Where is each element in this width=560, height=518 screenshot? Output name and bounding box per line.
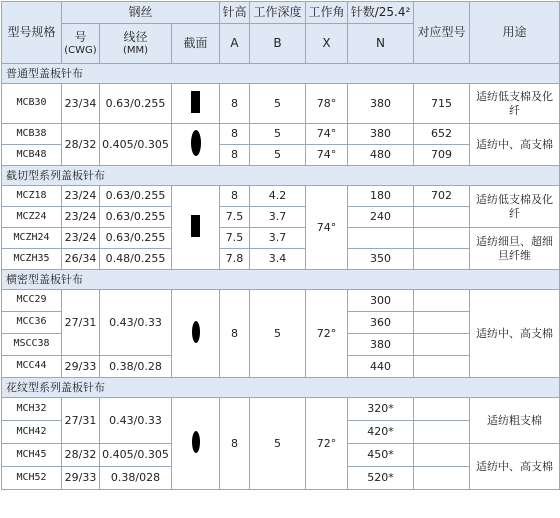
diameter-cell: 0.38/028 [100,467,172,490]
oval-section-icon [191,130,201,156]
model-cell: MCZH24 [2,228,62,249]
section-cell [172,186,220,270]
needle-height-cell: 8 [220,124,250,145]
diameter-cell: 0.48/0.255 [100,249,172,270]
needle-count-cell: 480 [348,145,414,166]
header-usage: 用途 [470,2,560,64]
work-depth-cell: 5 [250,290,306,378]
oval-section-icon [192,431,200,453]
work-depth-cell: 5 [250,124,306,145]
table-row [2,84,560,124]
model-cell: MCH52 [2,467,62,490]
model-cell: MCH32 [2,398,62,421]
model-cell: MCC44 [2,356,62,378]
equivalent-cell [414,444,470,467]
needle-count-cell: 240 [348,207,414,228]
needle-height-cell: 7.8 [220,249,250,270]
needle-count-cell: 360 [348,312,414,334]
section-cell [172,290,220,378]
diameter-cell: 0.63/0.255 [100,186,172,207]
header-work-angle: 工作角 [306,2,348,24]
usage-cell: 适纺细旦、超细旦纤维 [470,228,560,270]
header-steel-wire: 钢丝 [62,2,220,24]
section-header-row [2,270,560,290]
usage-cell: 适纺中、高支棉 [470,444,560,490]
gauge-cell: 28/32 [62,444,100,467]
equivalent-cell [414,356,470,378]
work-angle-cell: 74° [306,145,348,166]
header-row-1 [2,2,560,24]
needle-count-cell: 380 [348,124,414,145]
header-needle-height: 针高 [220,2,250,24]
diameter-cell: 0.38/0.28 [100,356,172,378]
work-angle-cell: 72° [306,398,348,490]
work-depth-cell: 3.7 [250,207,306,228]
model-cell: MCB48 [2,145,62,166]
header-diameter: 线径 [123,29,148,44]
work-angle-cell: 72° [306,290,348,378]
section-header-row [2,64,560,84]
section-title: 花纹型系列盖板针布 [2,378,560,398]
equivalent-cell [414,467,470,490]
needle-height-cell: 8 [220,84,250,124]
gauge-cell: 26/34 [62,249,100,270]
diameter-cell: 0.43/0.33 [100,398,172,444]
needle-count-cell: 300 [348,290,414,312]
header-section: 截面 [172,24,220,64]
header-work-depth-sym: B [250,24,306,64]
work-angle-cell: 74° [306,124,348,145]
work-depth-cell: 3.7 [250,228,306,249]
gauge-cell: 29/33 [62,356,100,378]
work-angle-cell: 74° [306,186,348,270]
usage-cell: 适纺中、高支棉 [470,124,560,166]
gauge-cell: 23/24 [62,207,100,228]
model-cell: MCC29 [2,290,62,312]
needle-height-cell: 8 [220,145,250,166]
header-gauge: 号 [74,29,87,44]
oval-section-icon [192,321,200,343]
needle-height-cell: 7.5 [220,207,250,228]
equivalent-cell [414,249,470,270]
equivalent-cell: 709 [414,145,470,166]
gauge-cell: 29/33 [62,467,100,490]
gauge-cell: 27/31 [62,398,100,444]
gauge-cell: 23/24 [62,186,100,207]
diameter-cell: 0.63/0.255 [100,207,172,228]
section-title: 横密型盖板针布 [2,270,560,290]
header-work-depth: 工作深度 [250,2,306,24]
needle-count-cell: 380 [348,84,414,124]
model-cell: MSCC38 [2,334,62,356]
equivalent-cell: 715 [414,84,470,124]
section-header-row [2,166,560,186]
needle-count-cell: 440 [348,356,414,378]
needle-count-cell: 380 [348,334,414,356]
diameter-cell: 0.405/0.305 [100,444,172,467]
header-equivalent: 对应型号 [414,2,470,64]
section-title: 截切型系列盖板针布 [2,166,560,186]
table-row [2,290,560,312]
needle-height-cell: 8 [220,398,250,490]
header-model: 型号规格 [2,2,62,64]
equivalent-cell [414,290,470,312]
section-cell [172,398,220,490]
diameter-cell: 0.63/0.255 [100,84,172,124]
model-cell: MCZH35 [2,249,62,270]
diameter-cell: 0.405/0.305 [100,124,172,166]
model-cell: MCZ18 [2,186,62,207]
section-cell [172,84,220,124]
rectangular-section-icon [191,215,200,237]
needle-cloth-spec-table [1,1,560,490]
model-cell: MCB30 [2,84,62,124]
header-diameter-unit: (MM) [122,44,149,56]
table-row [2,228,560,249]
header-work-angle-sym: X [306,24,348,64]
equivalent-cell [414,334,470,356]
usage-cell: 适纺中、高支棉 [470,290,560,378]
table-row [2,398,560,421]
table-row [2,186,560,207]
diameter-cell: 0.43/0.33 [100,290,172,356]
needle-height-cell: 8 [220,290,250,378]
rectangular-section-icon [191,91,200,113]
section-title: 普通型盖板针布 [2,64,560,84]
needle-count-cell: 520* [348,467,414,490]
gauge-cell: 28/32 [62,124,100,166]
header-needle-count: 针数/25.4² [348,2,414,24]
needle-count-cell: 180 [348,186,414,207]
work-angle-cell: 78° [306,84,348,124]
usage-cell: 适纺低支棉及化纤 [470,84,560,124]
needle-count-cell: 350 [348,249,414,270]
header-gauge-unit: (CWG) [64,44,97,56]
work-depth-cell: 5 [250,84,306,124]
header-gauge-cell [62,24,100,64]
needle-count-cell [348,228,414,249]
equivalent-cell [414,398,470,421]
model-cell: MCC36 [2,312,62,334]
model-cell: MCH45 [2,444,62,467]
gauge-cell: 27/31 [62,290,100,356]
needle-count-cell: 320* [348,398,414,421]
needle-count-cell: 420* [348,421,414,444]
usage-cell: 适纺粗支棉 [470,398,560,444]
header-needle-height-sym: A [220,24,250,64]
equivalent-cell [414,228,470,249]
work-depth-cell: 5 [250,398,306,490]
work-depth-cell: 5 [250,145,306,166]
model-cell: MCB38 [2,124,62,145]
diameter-cell: 0.63/0.255 [100,228,172,249]
header-diameter-cell [100,24,172,64]
gauge-cell: 23/34 [62,84,100,124]
needle-height-cell: 8 [220,186,250,207]
work-depth-cell: 4.2 [250,186,306,207]
equivalent-cell: 702 [414,186,470,207]
section-header-row [2,378,560,398]
needle-height-cell: 7.5 [220,228,250,249]
gauge-cell: 23/24 [62,228,100,249]
model-cell: MCZ24 [2,207,62,228]
equivalent-cell: 652 [414,124,470,145]
work-depth-cell: 3.4 [250,249,306,270]
needle-count-cell: 450* [348,444,414,467]
header-needle-count-sym: N [348,24,414,64]
equivalent-cell [414,312,470,334]
model-cell: MCH42 [2,421,62,444]
usage-cell: 适纺低支棉及化纤 [470,186,560,228]
table-row [2,124,560,145]
equivalent-cell [414,207,470,228]
equivalent-cell [414,421,470,444]
section-cell [172,124,220,166]
